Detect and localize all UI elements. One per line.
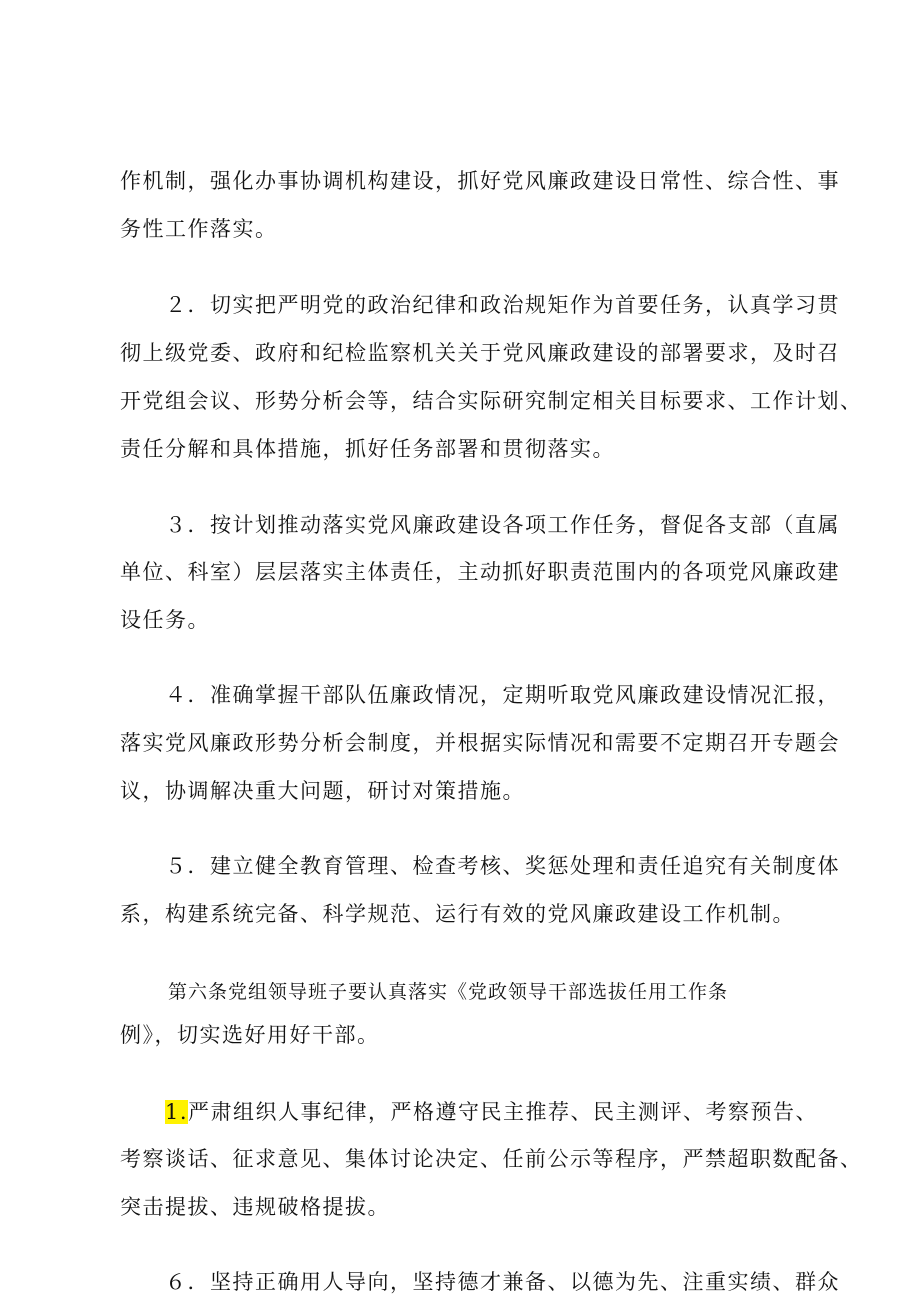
text-line: 务性工作落实。 <box>120 217 278 241</box>
highlighted-item-line <box>165 1097 865 1127</box>
text-line: 突击提拔、违规破格提拔。 <box>120 1195 390 1219</box>
paragraph-3-line: ３．按计划推动落实党风廉政建设各项工作任务，督促各支部（直属 <box>165 513 840 537</box>
paragraph-2-line: ２．切实把严明党的政治纪律和政治规矩作为首要任务，认真学习贯 <box>165 293 840 317</box>
text-line: 彻上级党委、政府和纪检监察机关关于党风廉政建设的部署要求，及时召 <box>120 341 840 365</box>
text-line: 开党组会议、形势分析会等，结合实际研究制定相关目标要求、工作计划、 <box>120 389 863 413</box>
text-line: 作机制，强化办事协调机构建设，抓好党风廉政建设日常性、综合性、事 <box>120 169 840 193</box>
paragraph-5-line: ５．建立健全教育管理、检查考核、奖惩处理和责任追究有关制度体 <box>165 854 840 878</box>
text-line: 落实党风廉政形势分析会制度，并根据实际情况和需要不定期召开专题会 <box>120 731 840 755</box>
text-line: 系，构建系统完备、科学规范、运行有效的党风廉政建设工作机制。 <box>120 902 795 926</box>
paragraph-4-line: ４．准确掌握干部队伍廉政情况，定期听取党风廉政建设情况汇报， <box>165 683 840 707</box>
text-line: 考察谈话、征求意见、集体讨论决定、任前公示等程序，严禁超职数配备、 <box>120 1147 863 1171</box>
article-six-line: 第六条党组领导班子要认真落实《党政领导干部选拔任用工作条 <box>168 981 729 1003</box>
item-text: 严肃组织人事纪律，严格遵守民主推荐、民主测评、考察预告、 <box>188 1100 819 1124</box>
text-line: 设任务。 <box>120 608 210 632</box>
highlighted-number: 1. <box>165 1100 189 1124</box>
paragraph-6-line: ６．坚持正确用人导向，坚持德才兼备、以德为先、注重实绩、群众 <box>165 1270 840 1294</box>
text-line: 责任分解和具体措施，抓好任务部署和贯彻落实。 <box>120 437 615 461</box>
text-line: 例》，切实选好用好干部。 <box>120 1023 380 1047</box>
text-line: 单位、科室）层层落实主体责任，主动抓好职责范围内的各项党风廉政建 <box>120 560 840 584</box>
text-line: 议，协调解决重大问题，研讨对策措施。 <box>120 779 525 803</box>
